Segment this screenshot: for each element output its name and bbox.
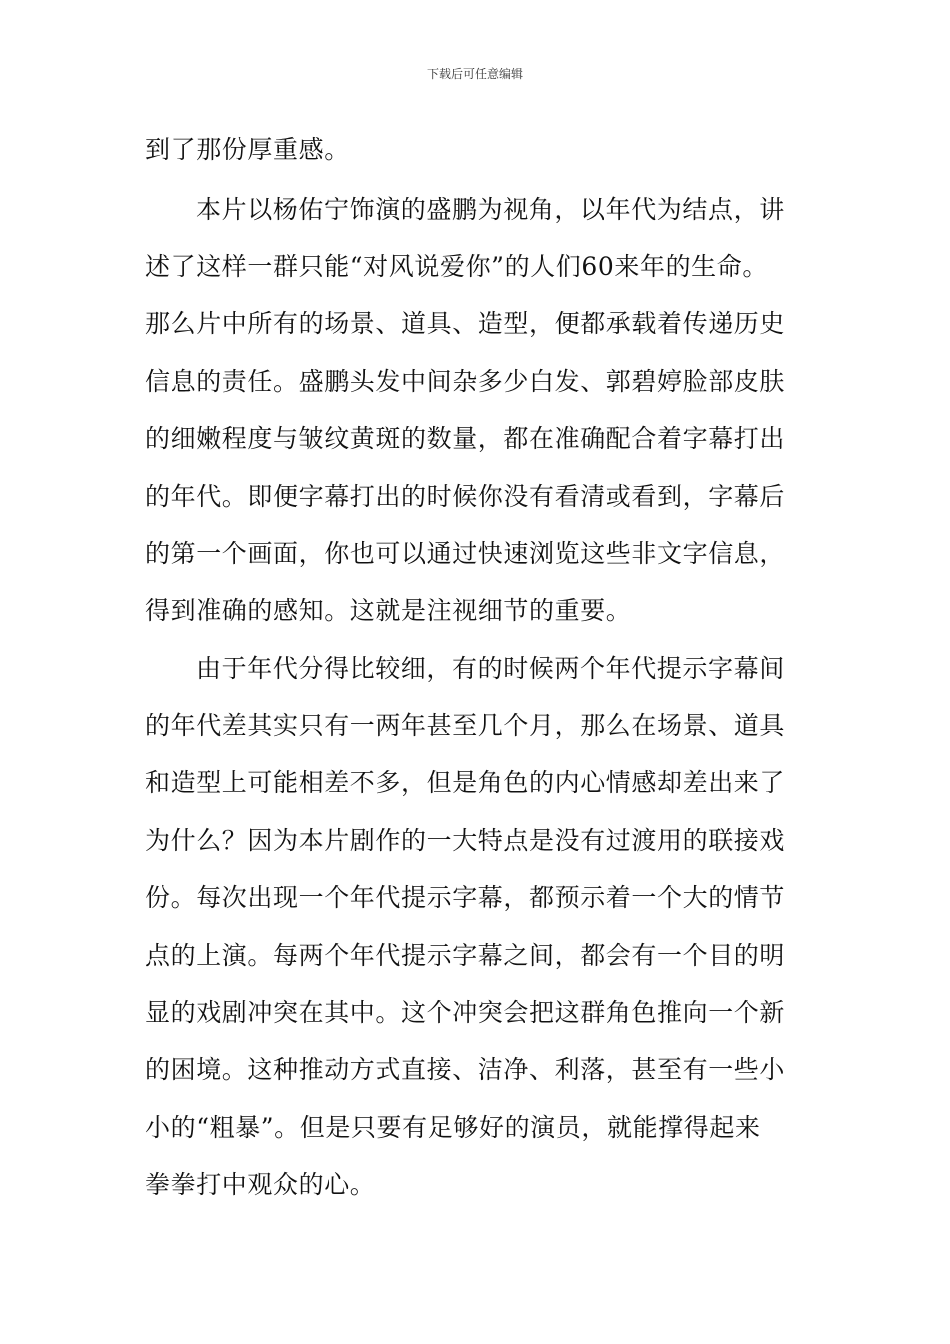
text-line: 和造型上可能相差不多，但是角色的内心情感却差出来了 [145,768,786,797]
page-header: 下载后可任意编辑 [426,67,523,81]
text-line: 那么片中所有的场景、道具、造型，便都承载着传递历史 [145,309,786,338]
text-line: 的细嫩程度与皱纹黄斑的数量，都在准确配合着字幕打出 [145,424,786,453]
text-line: 得到准确的感知。这就是注视细节的重要。 [145,596,632,625]
text-line: 的年代差其实只有一两年甚至几个月，那么在场景、道具 [145,711,786,740]
text-line: 的困境。这种推动方式直接、洁净、利落，甚至有一些小 [145,1055,786,1084]
text-line: 显的戏剧冲突在其中。这个冲突会把这群角色推向一个新 [145,998,786,1027]
text-line: 述了这样一群只能“对风说爱你”的人们60来年的生命。 [145,252,768,281]
text-line: 为什么？因为本片剧作的一大特点是没有过渡用的联接戏 [145,826,786,855]
paragraph-start-line: 本片以杨佑宁饰演的盛鹏为视角，以年代为结点，讲 [196,195,785,224]
text-line: 到了那份厚重感。 [145,135,350,164]
text-line: 份。每次出现一个年代提示字幕，都预示着一个大的情节 [145,883,786,912]
text-line: 拳拳打中观众的心。 [145,1170,376,1199]
text-line: 点的上演。每两个年代提示字幕之间，都会有一个目的明 [145,941,786,970]
text-line: 信息的责任。盛鹏头发中间杂多少白发、郭碧婷脸部皮肤 [145,367,786,396]
paragraph-start-line: 由于年代分得比较细，有的时候两个年代提示字幕间 [196,654,785,683]
text-line: 的第一个画面，你也可以通过快速浏览这些非文字信息， [145,539,786,568]
text-line: 小的“粗暴”。但是只要有足够好的演员，就能撑得起来 [145,1113,761,1142]
text-line: 的年代。即便字幕打出的时候你没有看清或看到，字幕后 [145,482,786,511]
